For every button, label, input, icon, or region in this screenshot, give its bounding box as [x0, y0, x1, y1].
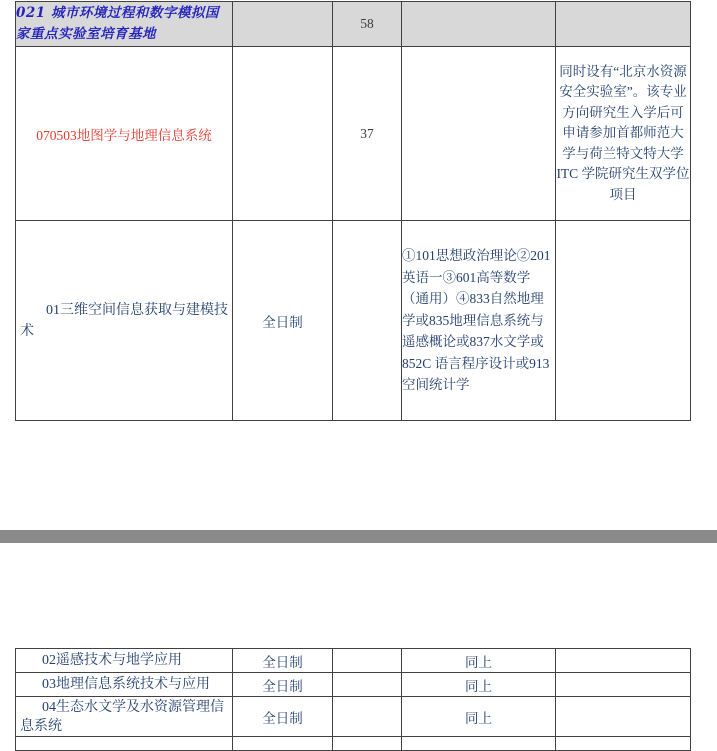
empty-cell — [333, 649, 402, 673]
direction-name-cell — [16, 673, 233, 697]
empty-cell — [333, 221, 402, 421]
lab-base-title-text: 021 城市环境过程和数字模拟国家重点实验室培育基地 — [16, 5, 219, 42]
admissions-table-page1 — [15, 1, 691, 421]
empty-cell — [402, 2, 556, 47]
exam-subjects-cell — [402, 697, 556, 737]
direction-name-text: 01三维空间信息获取与建模技术 — [20, 302, 228, 339]
empty-cell — [333, 697, 402, 737]
direction-name-text: 03地理信息系统技术与应用 — [42, 677, 210, 692]
study-mode-text: 全日制 — [262, 314, 303, 330]
direction-name-cell — [16, 697, 233, 737]
empty-cell — [233, 2, 333, 47]
lab-quota-cell — [333, 2, 402, 47]
major-quota-cell — [333, 47, 402, 221]
empty-cell — [333, 673, 402, 697]
direction-row-partial — [16, 737, 691, 751]
lab-quota-value: 58 — [360, 16, 374, 31]
study-mode-text: 全日制 — [262, 710, 303, 726]
study-mode-cell — [233, 649, 333, 673]
direction-row-03 — [16, 673, 691, 697]
empty-cell — [402, 737, 556, 751]
exam-subjects-cell — [402, 221, 556, 421]
study-mode-cell — [233, 221, 333, 421]
study-mode-cell — [233, 673, 333, 697]
empty-cell — [556, 649, 691, 673]
direction-row-01 — [16, 221, 691, 421]
study-mode-cell — [233, 697, 333, 737]
empty-cell — [333, 737, 402, 751]
exam-subjects-text: ①101思想政治理论②201英语一③601高等数学（通用）④833自然地理学或835地理信息系统与遥感概论或837水文学或852C 语言程序设计或913空间统计学 — [402, 248, 551, 393]
lab-base-header-row — [16, 2, 691, 47]
empty-cell — [233, 737, 333, 751]
empty-cell — [556, 673, 691, 697]
same-as-above-text: 同上 — [465, 678, 492, 694]
direction-name-cell — [16, 649, 233, 673]
exam-subjects-cell — [402, 673, 556, 697]
same-as-above-text: 同上 — [465, 710, 492, 726]
admissions-table-page2 — [15, 648, 691, 751]
direction-row-04 — [16, 697, 691, 737]
same-as-above-text: 同上 — [465, 654, 492, 670]
major-code-text: 070503地图学与地理信息系统 — [36, 127, 212, 143]
direction-name-text: 04生态水文学及水资源管理信息系统 — [20, 699, 224, 734]
major-row — [16, 47, 691, 221]
study-mode-text: 全日制 — [262, 654, 303, 670]
direction-row-02 — [16, 649, 691, 673]
direction-name-text: 02遥感技术与地学应用 — [42, 653, 182, 668]
empty-cell — [556, 221, 691, 421]
empty-cell — [233, 47, 333, 221]
empty-cell — [402, 47, 556, 221]
major-remark-text: 同时设有“北京水资源安全实验室”。该专业方向研究生入学后可申请参加首都师范大学与荷兰特文特大学 ITC 学院研究生双学位项目 — [556, 63, 690, 202]
empty-cell — [556, 697, 691, 737]
exam-subjects-cell — [402, 649, 556, 673]
major-remark-cell — [556, 47, 691, 221]
empty-cell — [556, 2, 691, 47]
empty-cell — [556, 737, 691, 751]
study-mode-text: 全日制 — [262, 678, 303, 694]
lab-base-title-cell — [16, 2, 233, 47]
major-quota-value: 37 — [360, 125, 374, 141]
empty-cell — [16, 737, 233, 751]
direction-name-cell — [16, 221, 233, 421]
page-separator-bar — [0, 530, 717, 543]
major-code-cell — [16, 47, 233, 221]
